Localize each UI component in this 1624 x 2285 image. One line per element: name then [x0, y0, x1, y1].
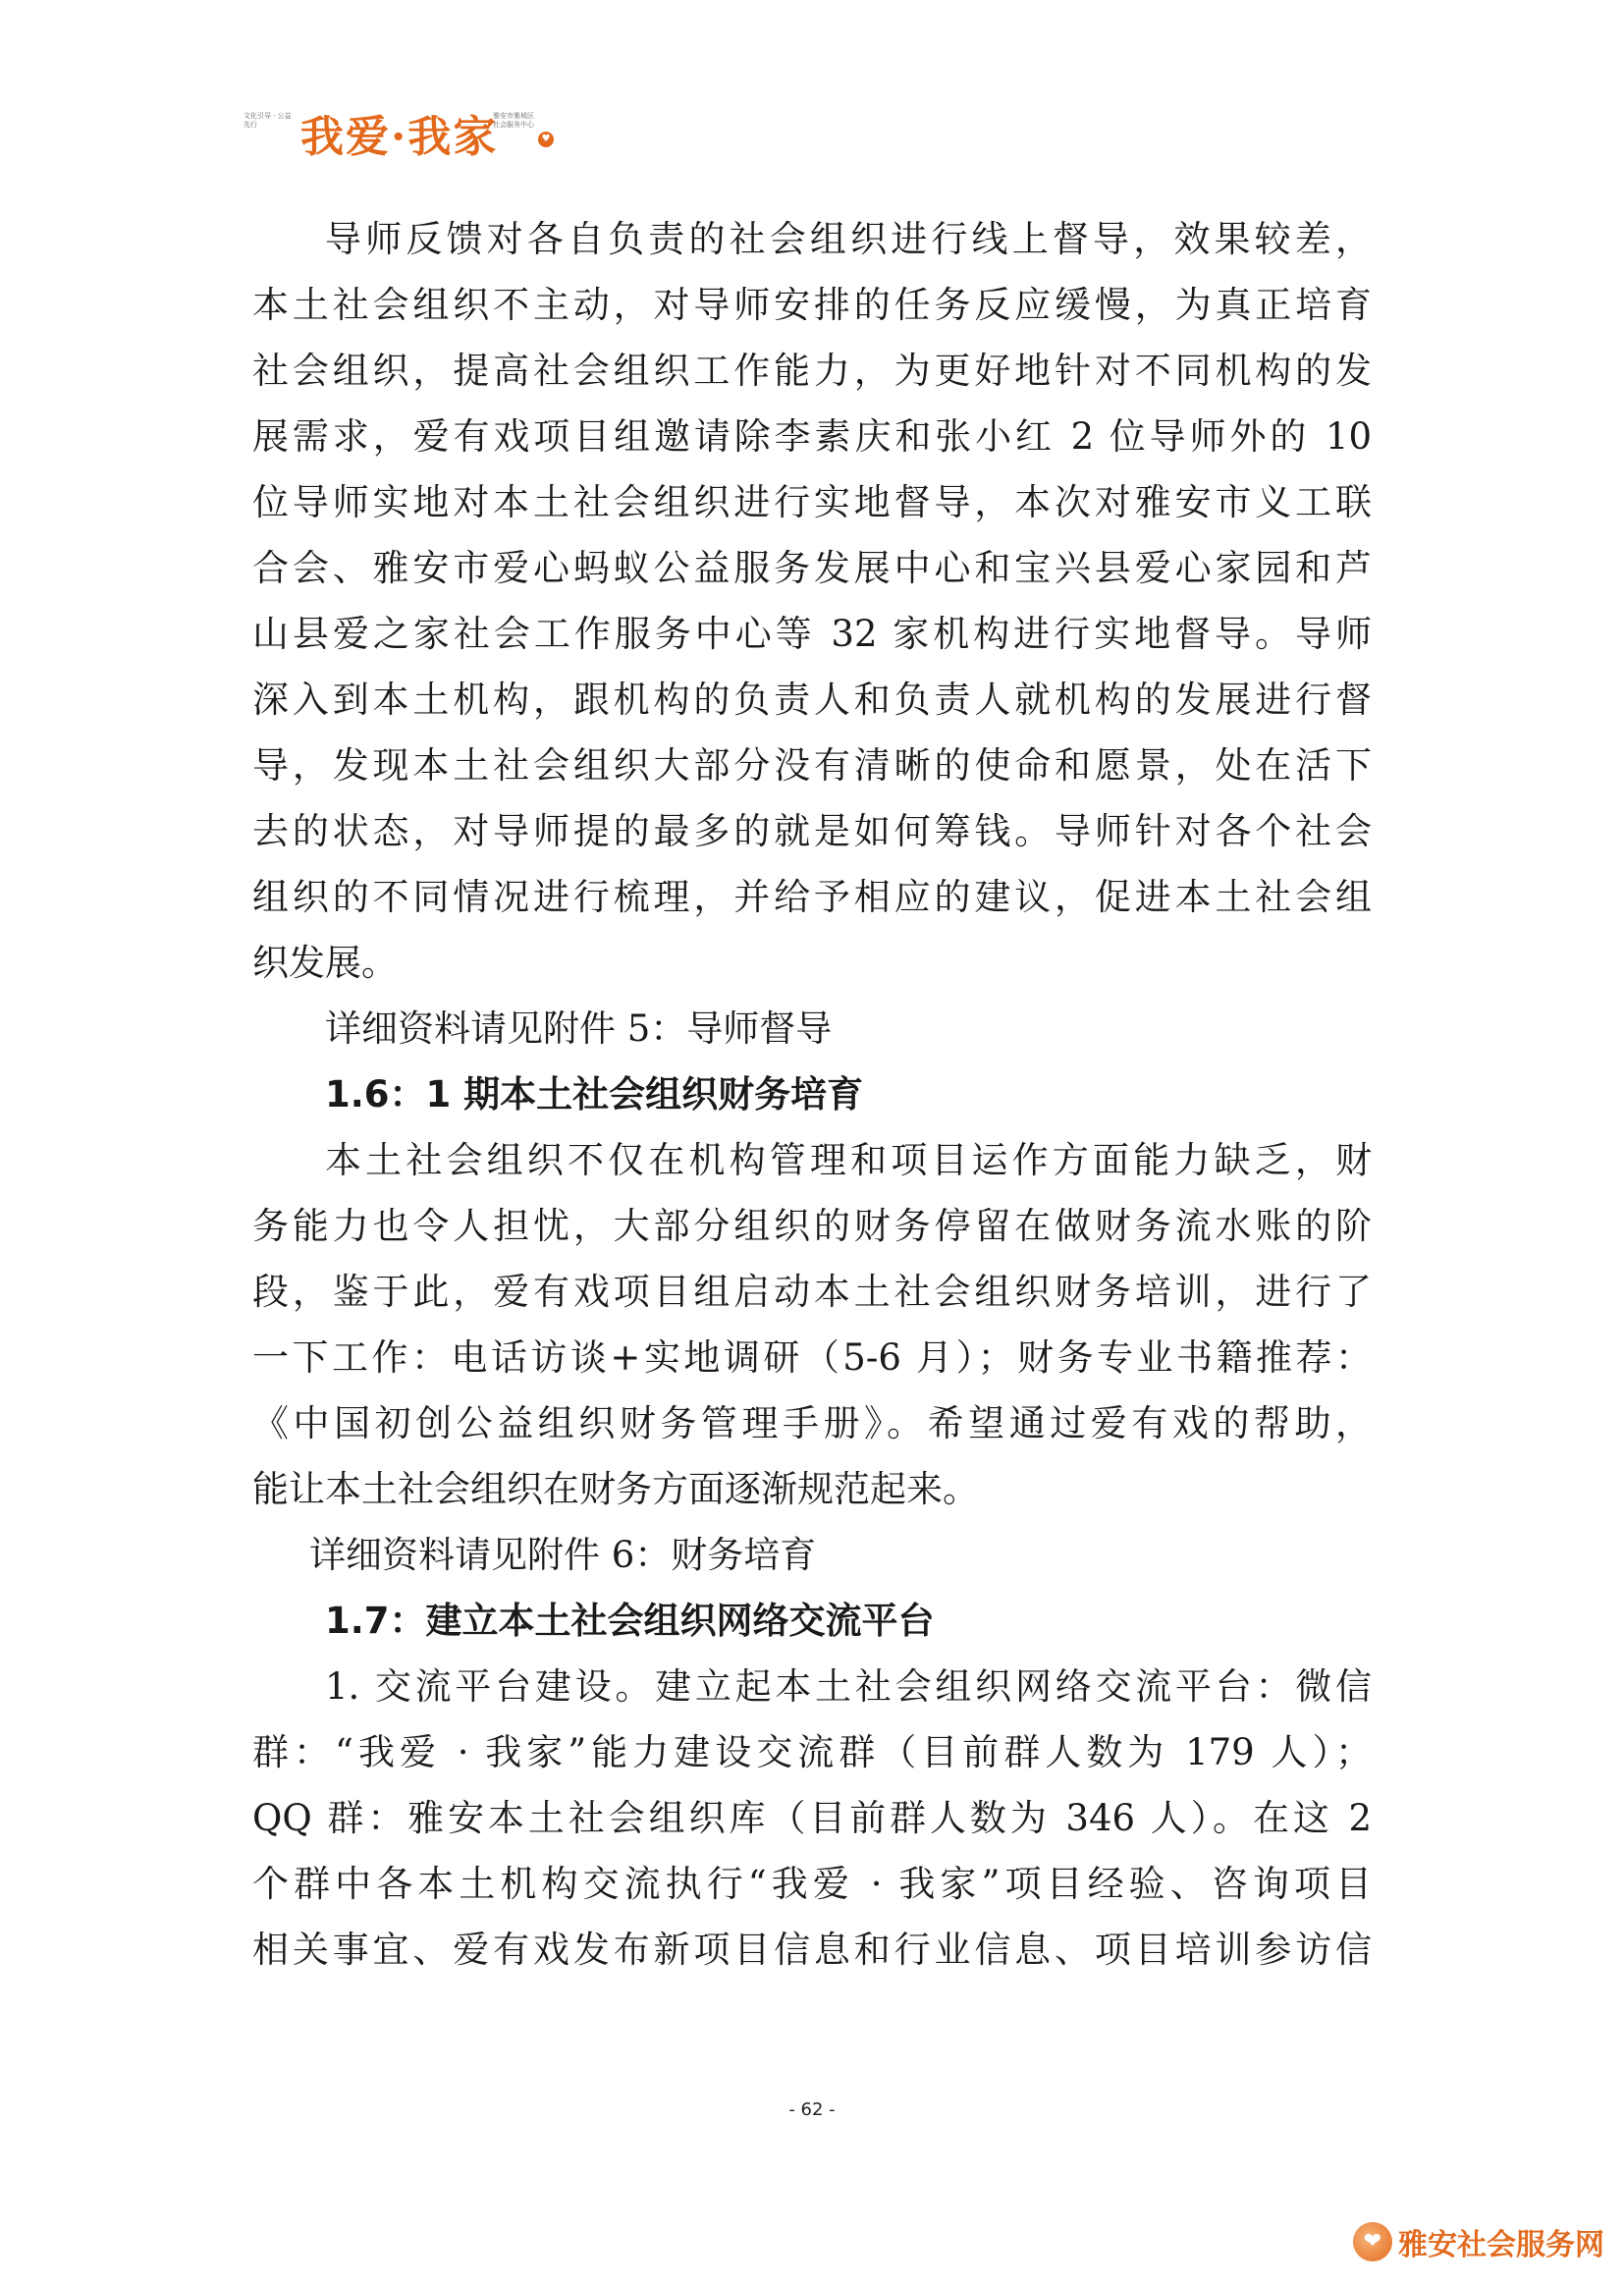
page-number: - 62 -	[788, 2099, 836, 2120]
paragraph-line: 1. 交流平台建设。建立起本土社会组织网络交流平台：微信	[325, 1665, 1372, 1708]
paragraph-line: 务能力也令人担忧，大部分组织的财务停留在做财务流水账的阶	[252, 1205, 1372, 1247]
paragraph-line: 本土社会组织不仅在机构管理和项目运作方面能力缺乏，财	[325, 1139, 1372, 1181]
attachment-reference: 详细资料请见附件 6：财务培育	[309, 1534, 817, 1576]
paragraph-line: 能让本土社会组织在财务方面逐渐规范起来。	[252, 1468, 979, 1510]
paragraph-line: 社会组织，提高社会组织工作能力，为更好地针对不同机构的发	[252, 350, 1372, 392]
paragraph-line: 导，发现本土社会组织大部分没有清晰的使命和愿景，处在活下	[252, 744, 1372, 787]
watermark-text: 雅安社会服务网	[1398, 2228, 1604, 2262]
paragraph-line: 织发展。	[252, 942, 398, 984]
logo-side-text-left: 文化引导 · 公益先行	[244, 112, 292, 129]
logo-heart-icon: ♥	[538, 132, 554, 147]
paragraph-line: 本土社会组织不主动，对导师安排的任务反应缓慢，为真正培育	[252, 284, 1372, 326]
paragraph-line: 展需求，爱有戏项目组邀请除李素庆和张小红 2 位导师外的 10	[252, 415, 1372, 458]
paragraph-line: 一下工作：电话访谈+实地调研（5-6 月）；财务专业书籍推荐：	[252, 1336, 1372, 1379]
paragraph-line: 相关事宜、爱有戏发布新项目信息和行业信息、项目培训参访信	[252, 1929, 1372, 1971]
paragraph-line: QQ 群：雅安本土社会组织库（目前群人数为 346 人）。在这 2	[252, 1797, 1372, 1839]
logo-title: 我爱·我家	[300, 112, 499, 162]
section-heading: 1.6：1 期本土社会组织财务培育	[325, 1073, 864, 1115]
paragraph-line: 山县爱之家社会工作服务中心等 32 家机构进行实地督导。导师	[252, 613, 1372, 655]
paragraph-line: 导师反馈对各自负责的社会组织进行线上督导，效果较差，	[325, 218, 1372, 260]
watermark	[1353, 2220, 1604, 2263]
paragraph-line: 个群中各本土机构交流执行“我爱 · 我家”项目经验、咨询项目	[252, 1863, 1372, 1905]
paragraph-line: 位导师实地对本土社会组织进行实地督导，本次对雅安市义工联	[252, 481, 1372, 523]
logo-side-text-right: 雅安市雅城区社会服务中心	[493, 112, 534, 129]
paragraph-line: 合会、雅安市爱心蚂蚁公益服务发展中心和宝兴县爱心家园和芦	[252, 547, 1372, 589]
paragraph-line: 《中国初创公益组织财务管理手册》。希望通过爱有戏的帮助，	[252, 1402, 1372, 1444]
paragraph-line: 深入到本土机构，跟机构的负责人和负责人就机构的发展进行督	[252, 679, 1372, 721]
heart-hands-icon: ❤	[1353, 2222, 1392, 2261]
paragraph-line: 段，鉴于此，爱有戏项目组启动本土社会组织财务培训，进行了	[252, 1271, 1372, 1313]
paragraph-line: 组织的不同情况进行梳理，并给予相应的建议，促进本土社会组	[252, 876, 1372, 918]
attachment-reference: 详细资料请见附件 5：导师督导	[325, 1007, 833, 1050]
paragraph-line: 去的状态，对导师提的最多的就是如何筹钱。导师针对各个社会	[252, 810, 1372, 852]
page-body	[252, 206, 1372, 1983]
paragraph-line: 群：“我爱 · 我家”能力建设交流群（目前群人数为 179 人）；	[252, 1731, 1372, 1773]
section-heading: 1.7：建立本土社会组织网络交流平台	[325, 1600, 935, 1642]
